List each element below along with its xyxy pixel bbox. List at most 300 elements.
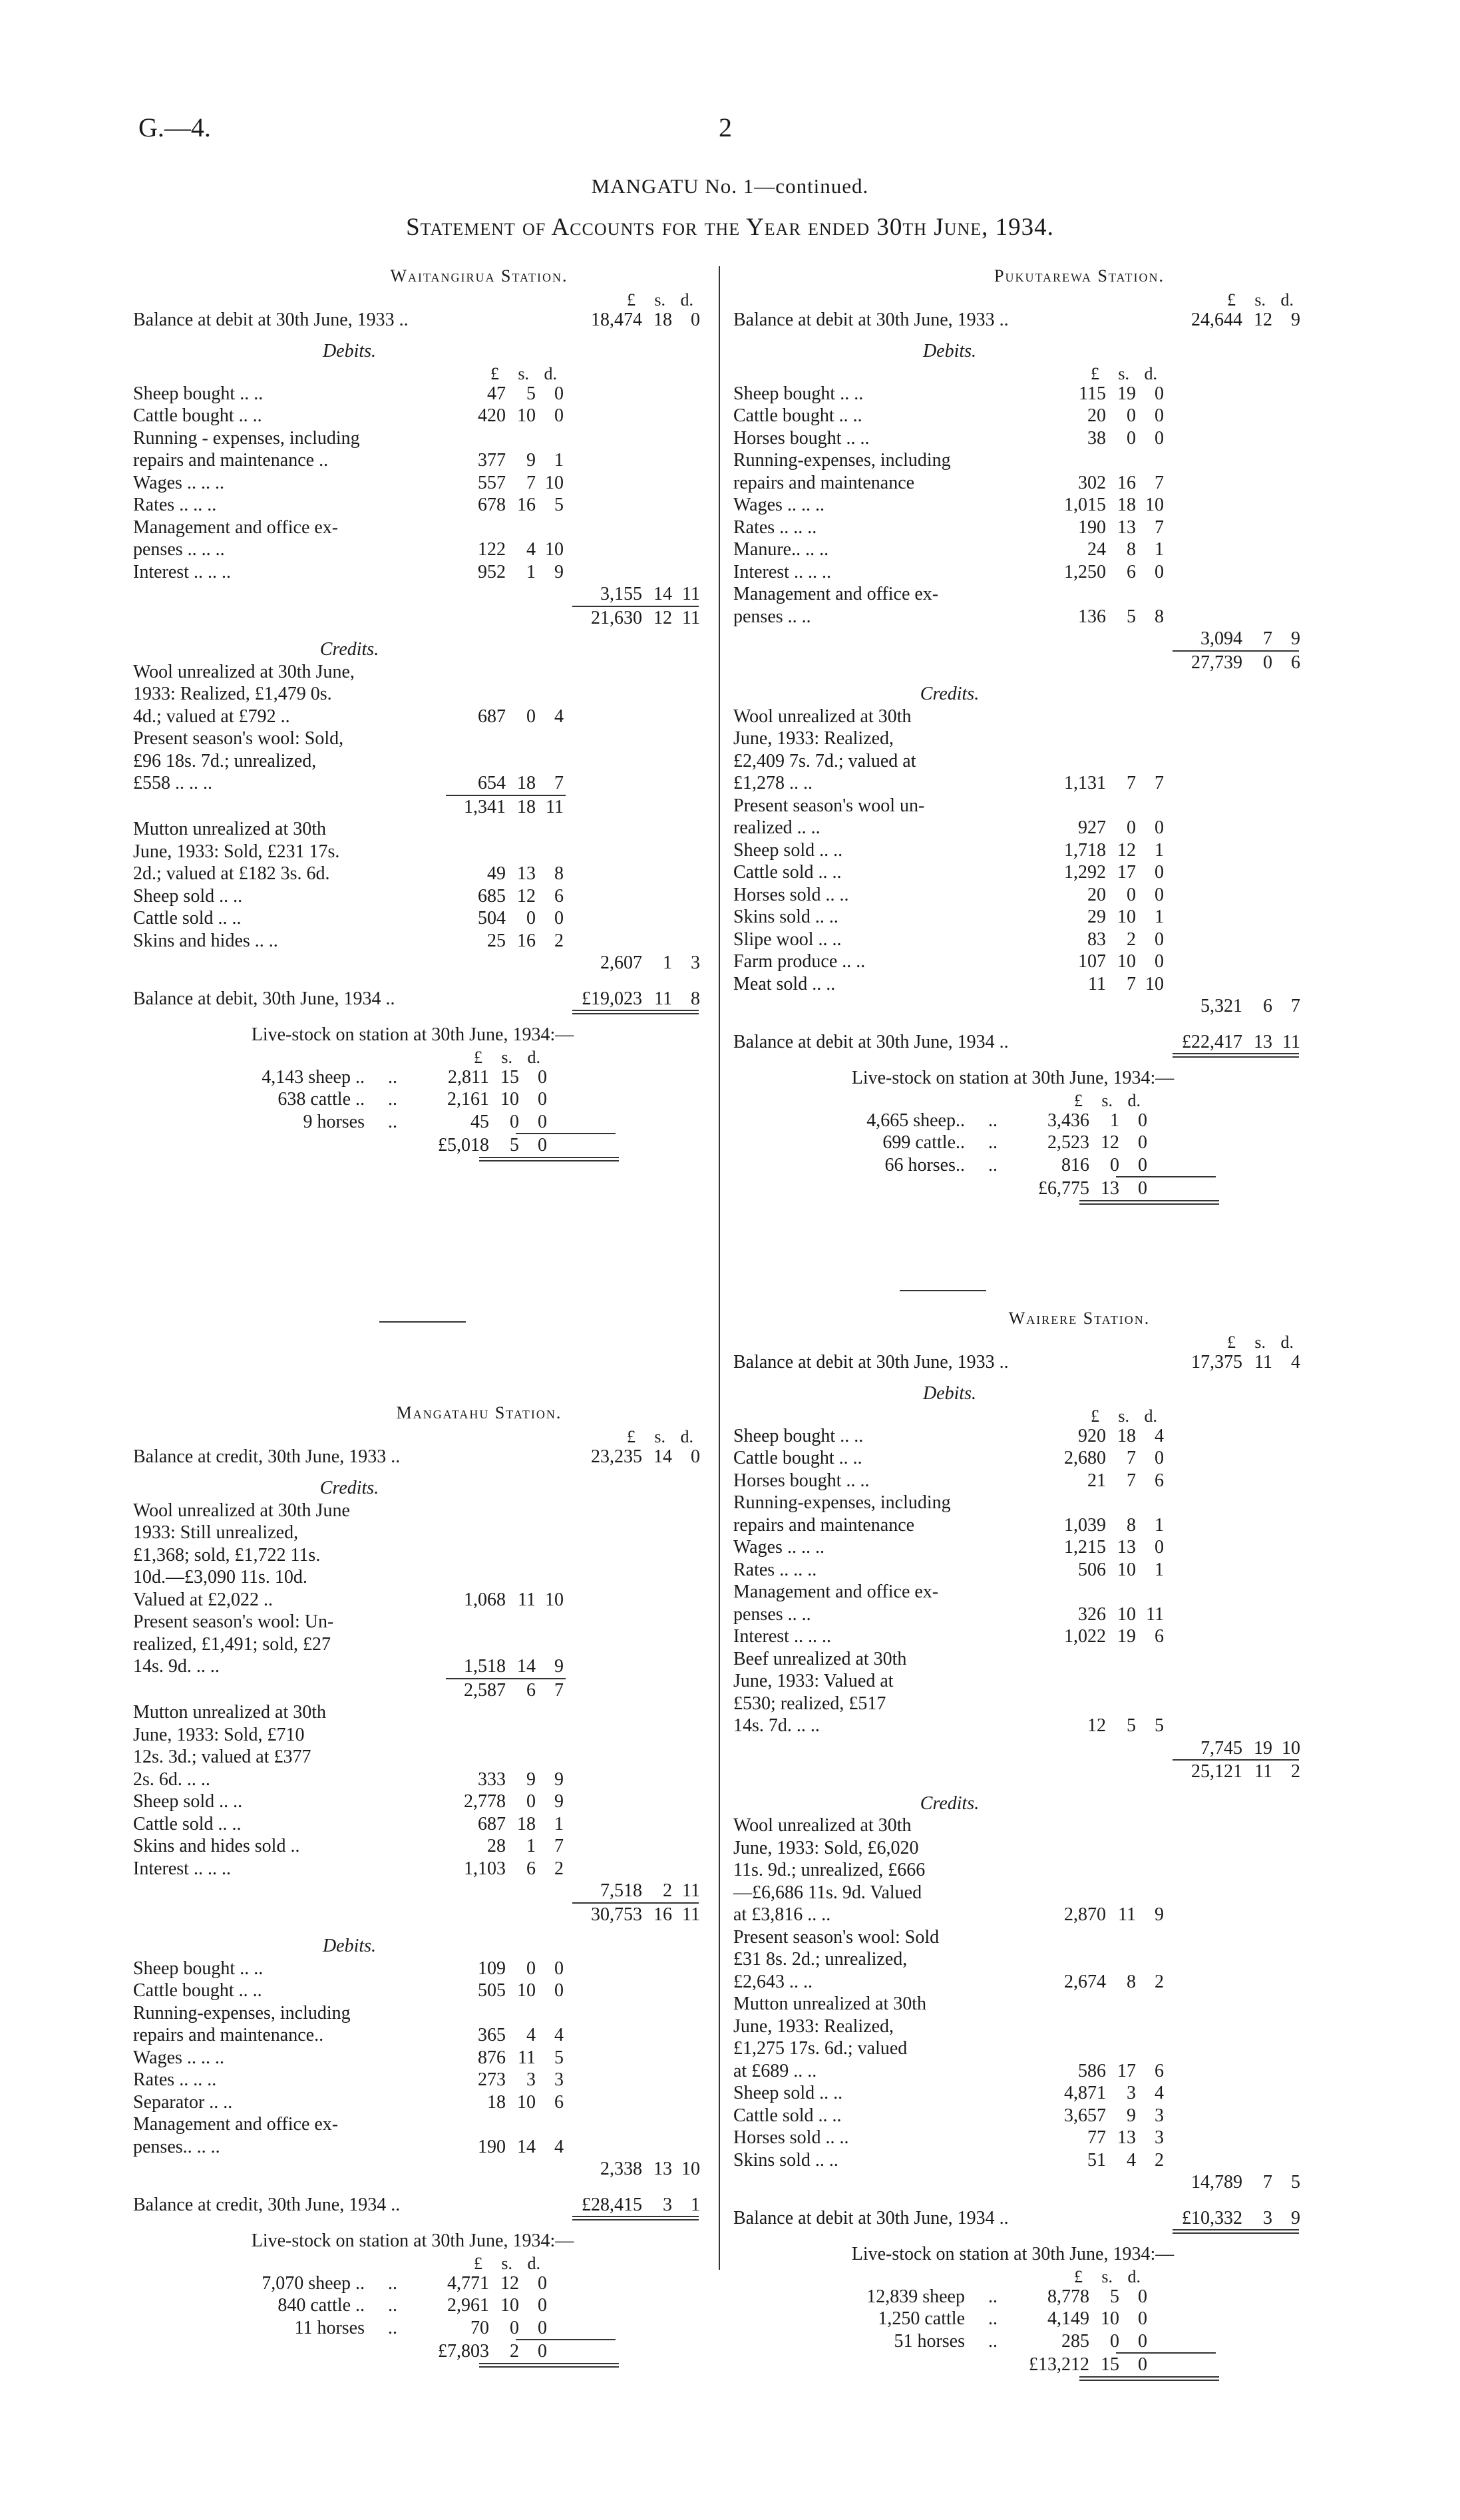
pence: 7 [1155, 773, 1164, 793]
amount [1166, 1761, 1300, 1783]
line-label: Sheep sold .. .. [733, 839, 843, 861]
pence: 11 [1282, 1031, 1300, 1052]
leader: .. [988, 2308, 998, 2329]
pounds: 302 [1078, 472, 1106, 493]
line-label: Running-expenses, including [733, 1492, 951, 1513]
pounds: 3,094 [1200, 628, 1242, 649]
account-line [733, 861, 1399, 884]
shillings: 18 [1117, 495, 1136, 515]
amount [429, 706, 564, 728]
shillings: 5 [1127, 606, 1136, 627]
amount [1029, 1559, 1164, 1581]
line-label: Wool unrealized at 30th June [133, 1500, 350, 1521]
amount [429, 405, 564, 427]
line-label: Wool unrealized at 30th [733, 1815, 912, 1836]
amount [1029, 2149, 1164, 2172]
shillings: 8 [1127, 1514, 1136, 1536]
livestock-title: Live-stock on station at 30th June, 1934:— [851, 1068, 1175, 1088]
section-separator [900, 1290, 986, 1291]
shillings-header: s. [1254, 290, 1266, 310]
line-label: £558 .. .. .. [133, 773, 212, 793]
pence: 4 [1155, 1425, 1164, 1446]
pounds: 365 [478, 2025, 506, 2045]
line-label: at £689 .. .. [733, 2060, 817, 2081]
heads-spacer [133, 1426, 566, 1446]
amount [1029, 1470, 1164, 1492]
pounds-header: £ [1074, 1090, 1083, 1110]
amount [429, 885, 564, 908]
account-line [733, 472, 1399, 495]
pounds: 83 [1087, 929, 1106, 950]
station-title: Pukutarewa Station. [994, 266, 1165, 286]
shillings: 5 [1127, 1715, 1136, 1736]
pounds: £19,023 [582, 988, 642, 1009]
line-label: Mutton unrealized at 30th [733, 1994, 927, 2014]
line-label: at £3,816 .. .. [733, 1904, 831, 1925]
pence: 8 [554, 863, 564, 884]
line-label: Sheep bought .. .. [133, 383, 264, 404]
line-label: Mutton unrealized at 30th [133, 1702, 327, 1723]
spacer [133, 1014, 799, 1024]
shillings: 0 [1110, 1154, 1119, 1175]
account-line [133, 309, 799, 331]
pounds: 285 [1061, 2330, 1089, 2352]
running-total [733, 1761, 1399, 1783]
pence: 2 [1155, 1971, 1164, 1992]
page-reference: G.—4. [138, 112, 211, 142]
line-label: Horses sold .. .. [733, 2127, 849, 2148]
pounds-header: £ [474, 1047, 482, 1067]
pence: 7 [1291, 996, 1300, 1016]
amount [566, 1880, 700, 1902]
livestock-double-rule [1079, 2376, 1219, 2381]
leader: .. [388, 1111, 397, 1132]
line-label: Horses sold .. .. [733, 884, 849, 905]
pence: 0 [1138, 1132, 1147, 1153]
pounds: 8,778 [1047, 2286, 1089, 2307]
line-label: penses .. .. [733, 1603, 811, 1625]
account-line [133, 1813, 799, 1836]
amount [1166, 309, 1300, 331]
line-label: Balance at credit, 30th June, 1934 .. [133, 2194, 401, 2215]
pence: 7 [554, 1679, 564, 1701]
line-label: Management and office ex- [733, 1581, 939, 1602]
shillings: 5 [1110, 2286, 1119, 2307]
pounds: 1,518 [464, 1656, 506, 1677]
column-headings [733, 289, 1399, 309]
line-label: June, 1933: Valued at [733, 1671, 894, 1691]
pence: 4 [1291, 1351, 1300, 1372]
account-line [133, 2194, 799, 2216]
account-line [733, 2060, 1399, 2083]
pounds: 47 [487, 383, 506, 404]
line-label: Rates .. .. .. [733, 517, 817, 538]
closing-double-rule [572, 2216, 699, 2220]
amount [1029, 1447, 1164, 1470]
line-label: Cattle sold .. .. [733, 862, 842, 883]
heads-spacer [133, 363, 429, 383]
livestock-value [1013, 2330, 1147, 2353]
pence: 6 [554, 885, 564, 907]
pence: 0 [1155, 929, 1164, 950]
account-line [733, 561, 1399, 584]
amount [1029, 1971, 1164, 1994]
pounds: 333 [478, 1769, 506, 1790]
amount [1029, 538, 1164, 561]
pounds: 1,103 [464, 1858, 506, 1879]
pence: 9 [554, 1769, 564, 1790]
amount [429, 2047, 564, 2069]
livestock-name: 1,250 cattle [878, 2308, 965, 2329]
pence: 1 [1155, 907, 1164, 927]
shillings: 10 [517, 405, 536, 426]
account-line [733, 2037, 1399, 2060]
line-label: Rates .. .. .. [133, 2069, 217, 2090]
pounds: 49 [487, 863, 506, 884]
amount [1029, 472, 1164, 495]
credits-subtotal [133, 796, 799, 819]
livestock-line [133, 1111, 799, 1134]
pence: 10 [545, 472, 564, 493]
heads-spacer [733, 363, 1029, 383]
shillings: 7 [1263, 628, 1272, 649]
pence: 10 [1145, 973, 1164, 994]
pence: 9 [554, 1656, 564, 1677]
shillings: 19 [1254, 1737, 1272, 1759]
pence: 9 [1291, 2207, 1300, 2228]
pounds: 21,630 [591, 607, 642, 628]
pounds: £6,775 [1038, 1178, 1089, 1199]
line-label: £96 18s. 7d.; unrealized, [133, 750, 317, 771]
line-label: Cattle sold .. .. [133, 1813, 242, 1834]
line-label: June, 1933: Sold, £6,020 [733, 1837, 919, 1858]
pounds: 1,250 [1064, 561, 1106, 582]
account-line [133, 1522, 799, 1544]
mangatahu-station-account [133, 1402, 799, 2368]
pence: 0 [554, 405, 564, 426]
pence: 0 [1155, 884, 1164, 905]
shillings: 0 [526, 908, 536, 929]
pence: 10 [681, 2159, 700, 2179]
pounds: 654 [478, 773, 506, 793]
shillings: 12 [653, 607, 672, 628]
line-label: 2s. 6d. .. .. [133, 1769, 210, 1790]
pounds-header: £ [627, 1426, 636, 1446]
account-line [133, 1835, 799, 1858]
livestock-line [733, 1110, 1399, 1132]
line-label: Cattle bought .. .. [733, 1448, 862, 1468]
account-line [133, 1655, 799, 1678]
shillings: 16 [517, 495, 536, 515]
pounds: 1,068 [464, 1589, 506, 1610]
line-label: Meat sold .. .. [733, 973, 836, 994]
amount [1029, 1603, 1164, 1626]
account-line [133, 405, 799, 427]
amount [1029, 884, 1164, 907]
shillings: 17 [1117, 2060, 1136, 2081]
amount [429, 1958, 564, 1980]
amount [429, 1769, 564, 1791]
livestock-name: 7,070 sheep .. [262, 2272, 365, 2294]
account-line [133, 538, 799, 561]
amount [429, 472, 564, 495]
account-line [733, 2105, 1399, 2127]
shillings-header: s. [1101, 1090, 1113, 1110]
amount [429, 2024, 564, 2047]
shillings: 7 [1127, 1470, 1136, 1491]
pounds: 3,155 [600, 584, 642, 604]
line-label: Horses bought .. .. [733, 427, 870, 449]
pounds: 2,338 [600, 2159, 642, 2179]
line-label: Interest .. .. .. [133, 561, 231, 582]
shillings-header: s. [1101, 2266, 1113, 2286]
account-line [133, 1500, 799, 1522]
shillings: 0 [1127, 427, 1136, 449]
debits-heading: Debits. [322, 341, 377, 361]
account-line [133, 1724, 799, 1747]
line-label: —£6,686 11s. 9d. Valued [733, 1882, 922, 1903]
pence: 0 [1155, 561, 1164, 582]
leader: .. [988, 1154, 998, 1175]
livestock-total [133, 2340, 799, 2363]
pounds: 420 [478, 405, 506, 426]
livestock-total-value [413, 2340, 547, 2363]
shillings: 13 [1117, 517, 1136, 538]
spacer [733, 2354, 1013, 2376]
line-label: Balance at debit, 30th June, 1934 .. [133, 988, 395, 1009]
column-headings [133, 2252, 799, 2272]
account-line [733, 728, 1399, 750]
amount [1029, 561, 1164, 584]
account-line [733, 817, 1399, 839]
heads-spacer [733, 289, 1166, 309]
pounds: 687 [478, 1813, 506, 1834]
account-line [733, 1715, 1399, 1737]
account-line [733, 1993, 1399, 2015]
account-line [733, 1904, 1399, 1926]
pence: 0 [1155, 862, 1164, 883]
spacer [133, 2181, 799, 2194]
shillings: 10 [517, 1980, 536, 2001]
account-line [133, 472, 799, 495]
amount [1029, 427, 1164, 450]
shillings: 11 [654, 988, 672, 1009]
line-label: Sheep bought .. .. [733, 1425, 864, 1446]
line-label: 1933: Realized, £1,479 0s. [133, 684, 332, 704]
livestock-name: 51 horses [894, 2330, 965, 2352]
pence-header: d. [680, 290, 693, 310]
leader: .. [388, 2272, 397, 2294]
shillings: 3 [663, 2194, 672, 2215]
shillings: 0 [510, 1111, 519, 1132]
account-line [733, 494, 1399, 517]
pounds: 190 [478, 2136, 506, 2157]
amount [429, 2136, 564, 2159]
line-label: Balance at debit at 30th June, 1933 .. [733, 309, 1009, 330]
amount [429, 2069, 564, 2091]
line-label: Running-expenses, including [733, 450, 951, 471]
account-line [133, 2113, 799, 2136]
shillings: 4 [526, 539, 536, 560]
pence: 6 [1155, 1626, 1164, 1647]
pence: 0 [538, 1135, 547, 1155]
debits-total [733, 628, 1399, 650]
line-label: 10d.—£3,090 11s. 10d. [133, 1567, 307, 1587]
livestock-line [133, 2272, 799, 2295]
account-line [133, 1790, 799, 1813]
pence: 7 [554, 773, 564, 793]
pounds: 115 [1079, 383, 1106, 404]
pounds: 687 [478, 706, 506, 727]
credits-total [733, 2171, 1399, 2194]
line-label: Cattle bought .. .. [133, 405, 262, 426]
pounds: 273 [478, 2069, 506, 2090]
pounds: 2,587 [464, 1679, 506, 1701]
account-line [733, 2127, 1399, 2149]
shillings: 7 [1263, 2172, 1272, 2193]
amount [1166, 995, 1300, 1018]
shillings-header: s. [1118, 363, 1129, 383]
spacer [133, 1134, 413, 1157]
debits-heading: Debits. [922, 1383, 977, 1404]
pounds: 557 [478, 472, 506, 493]
shillings: 0 [1110, 2330, 1119, 2352]
shillings: 15 [1101, 2354, 1119, 2375]
account-line [733, 1351, 1399, 1374]
line-label: £2,409 7s. 7d.; valued at [733, 750, 916, 771]
pounds-header: £ [1091, 363, 1099, 383]
line-label: penses .. .. [733, 606, 811, 627]
line-label: Skins and hides sold .. [133, 1836, 300, 1856]
account-line [133, 1446, 799, 1468]
heads-spacer [133, 2252, 413, 2272]
pence: 0 [691, 309, 700, 330]
pounds: £13,212 [1029, 2354, 1089, 2375]
line-label: Present season's wool un- [733, 795, 925, 816]
amount [429, 2091, 564, 2114]
column-headings [733, 1405, 1399, 1425]
account-line [733, 2015, 1399, 2038]
livestock-name: 699 cattle.. [882, 1132, 965, 1153]
pounds: 2,870 [1064, 1904, 1106, 1925]
leader: .. [988, 2286, 998, 2307]
account-line [133, 561, 799, 584]
pence: 9 [1155, 1904, 1164, 1925]
line-label: Running - expenses, including [133, 427, 360, 449]
pence: 9 [1291, 628, 1300, 649]
shillings: 0 [1127, 884, 1136, 905]
line-label: Farm produce .. .. [733, 951, 866, 972]
pence: 0 [1138, 2330, 1147, 2352]
pounds: 5,321 [1200, 996, 1242, 1016]
pence: 1 [1155, 1514, 1164, 1536]
shillings: 2 [510, 2341, 519, 2362]
column-headings [133, 1046, 799, 1066]
pounds: 1,292 [1064, 862, 1106, 883]
account-line [133, 494, 799, 517]
shillings: 0 [1127, 817, 1136, 838]
line-label: Beef unrealized at 30th [733, 1648, 907, 1669]
pounds: 14,789 [1191, 2172, 1242, 2193]
pence-header: d. [527, 2253, 540, 2273]
shillings: 18 [653, 309, 672, 330]
pounds: 107 [1078, 951, 1106, 972]
amount [1029, 950, 1164, 973]
pence-header: d. [544, 363, 557, 383]
line-label: Management and office ex- [133, 517, 339, 538]
pounds-header: £ [1227, 290, 1236, 310]
pence: 0 [538, 2272, 547, 2294]
amount [566, 952, 700, 974]
shillings: 10 [1117, 951, 1136, 972]
pounds: 927 [1078, 817, 1106, 838]
running-total [133, 607, 799, 630]
line-label: Manure.. .. .. [733, 539, 829, 560]
line-label: Rates .. .. .. [133, 495, 217, 515]
account-line [133, 1589, 799, 1611]
leader: .. [388, 1089, 397, 1110]
shillings: 5 [526, 383, 536, 404]
livestock-value [413, 1088, 547, 1111]
shillings: 2 [1127, 929, 1136, 950]
line-label: Sheep bought .. .. [733, 383, 864, 404]
account-line [733, 517, 1399, 539]
line-label: Skins and hides .. .. [133, 930, 278, 951]
pounds: 24 [1087, 539, 1106, 560]
pounds: 685 [478, 885, 506, 907]
pounds: 17,375 [1191, 1351, 1242, 1372]
line-label: Present season's wool: Sold [733, 1926, 940, 1948]
pounds: £22,417 [1182, 1031, 1242, 1052]
account-line [133, 863, 799, 885]
shillings: 10 [517, 2091, 536, 2113]
account-line [133, 772, 799, 795]
livestock-value [413, 2294, 547, 2317]
pukutarewa-station-account [733, 265, 1399, 1205]
line-label: £530; realized, £517 [733, 1693, 886, 1714]
shillings: 19 [1117, 1626, 1136, 1647]
line-label: Separator .. .. [133, 2091, 233, 2113]
shillings: 7 [1127, 773, 1136, 793]
pence: 0 [691, 1446, 700, 1467]
livestock-name: 9 horses [303, 1111, 365, 1132]
shillings: 6 [526, 1858, 536, 1879]
account-line [733, 929, 1399, 951]
shillings: 4 [1127, 2149, 1136, 2171]
spacer [733, 2234, 1399, 2243]
account-line [733, 1581, 1399, 1603]
account-line [133, 1958, 799, 1980]
livestock-name: 11 horses [294, 2317, 365, 2338]
line-label: £1,368; sold, £1,722 11s. [133, 1544, 321, 1566]
pence-header: d. [1144, 1406, 1157, 1426]
pence: 10 [545, 539, 564, 560]
pounds: 2,523 [1047, 1132, 1089, 1153]
shillings: 11 [1254, 1761, 1272, 1782]
account-line [133, 427, 799, 450]
pounds: 2,680 [1064, 1448, 1106, 1468]
debits-total [133, 583, 799, 606]
account-line [733, 1648, 1399, 1671]
livestock-total-value [413, 1134, 547, 1157]
column-headings [733, 1090, 1399, 1110]
pence: 0 [1155, 951, 1164, 972]
line-label: £1,278 .. .. [733, 773, 813, 793]
pounds: 1,718 [1064, 839, 1106, 861]
amount [566, 309, 700, 331]
pounds: 7,745 [1200, 1737, 1242, 1759]
station-title: Mangatahu Station. [396, 1403, 562, 1422]
